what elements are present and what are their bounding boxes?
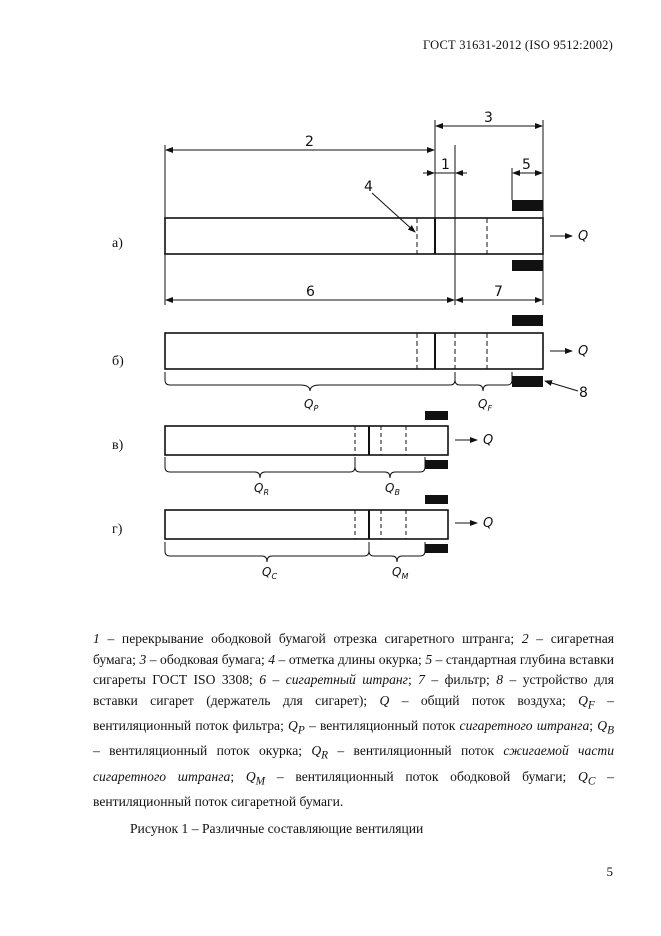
cigarette-b: [165, 333, 543, 369]
panel-label-g: г): [112, 522, 123, 537]
flow-label-b: Q: [578, 344, 589, 359]
figure-title: Рисунок 1 – Различные составляющие вентиляции: [130, 821, 424, 836]
dim-label-5: 5: [522, 157, 531, 173]
holder-bottom-a: [512, 260, 543, 271]
dim-label-6: 6: [306, 284, 315, 300]
brace-label-qr: $Q_R$: [254, 481, 270, 497]
dim-label-4: 4: [364, 179, 373, 195]
panel-label-a: а): [112, 236, 123, 251]
dim-label-1: 1: [441, 157, 450, 173]
brace-label-qc: $Q_C$: [262, 565, 278, 581]
flow-label-g: Q: [483, 516, 494, 531]
flow-label-a: Q: [578, 229, 589, 244]
panel-g: [165, 495, 477, 562]
dim-label-7: 7: [494, 284, 503, 300]
dim-label-8: 8: [579, 385, 588, 401]
cigarette-a: [165, 218, 543, 254]
dim-label-3: 3: [484, 110, 493, 126]
document-header: ГОСТ 31631-2012 (ISO 9512:2002): [423, 38, 613, 52]
brace-label-qm: $Q_M$: [392, 565, 409, 581]
holder-top-a: [512, 200, 543, 211]
panel-v: [165, 411, 477, 478]
panel-label-v: в): [112, 438, 124, 453]
dim-label-2: 2: [305, 134, 314, 150]
flow-label-v: Q: [483, 433, 494, 448]
brace-label-qb: $Q_B$: [385, 481, 400, 497]
figure-legend: 1 – перекрывание ободковой бумагой отрезка сигаретного штранга; 2 – сигаретная бумага; 3 – ободковая бумага; 4 – отметка длины окурка; 5 – стандартная глубина вставки сигареты ГОСТ ISO 3308; 6 – сигаретный штранг; 7 – фильтр; 8 – устройство для вставки сигарет (держатель для сигарет); Q – общий поток воздуха; $Q_F$ – вентиляционный поток фильтра; $Q_P$ – вентиляционный поток сигаретного штранга; $Q_B$ – вентиляционный поток окурка; $Q_R$ – вентиляционный поток сжигаемой части сигаретного штранга; $Q_M$ – вентиляционный поток ободковой бумаги; $Q_C$ – вентиляционный поток сигаретной бумаги.: [93, 631, 615, 810]
panel-label-b: б): [112, 354, 124, 369]
page-number: 5: [606, 864, 613, 879]
panel-b: [165, 315, 578, 391]
brace-label-qp: $Q_P$: [304, 397, 319, 413]
brace-label-qf: $Q_F$: [478, 397, 493, 413]
panel-a: [165, 120, 572, 305]
